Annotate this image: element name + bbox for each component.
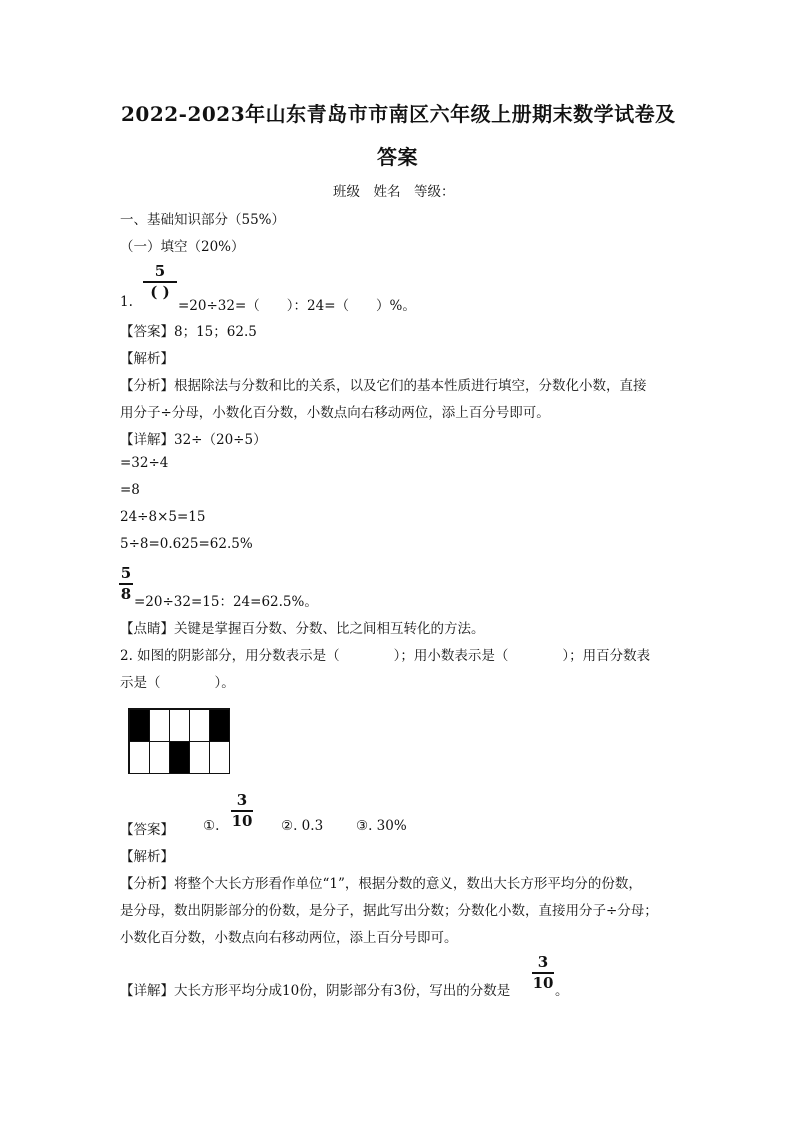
q1-result-text: =20÷32=15：24=62.5%。 xyxy=(134,594,318,610)
doc-title-line1: 2022-2023年山东青岛市市南区六年级上册期末数学试卷及 xyxy=(121,102,676,126)
q2-answer-frac-den: 10 xyxy=(231,811,253,830)
q1-detail-1: 【详解】32÷（20÷5） xyxy=(120,432,267,448)
grid-cell xyxy=(209,741,230,774)
q1-detail-3: =8 xyxy=(120,482,140,498)
q2-answer-label: 【答案】 xyxy=(120,822,174,838)
grid-cell xyxy=(189,741,210,774)
q1-question: =20÷32=（ ）：24=（ ）%。 xyxy=(178,298,416,314)
grid-cell xyxy=(149,709,170,742)
q2-analysis-1: 【分析】将整个大长方形看作单位“1”，根据分数的意义，数出大长方形平均分的份数， xyxy=(120,876,642,892)
q1-frac-den: ( ) xyxy=(150,282,170,301)
q1-jiexi: 【解析】 xyxy=(120,351,174,367)
q1-analysis-2: 用分子÷分母，小数化百分数，小数点向右移动两位，添上百分号即可。 xyxy=(120,405,550,421)
q2-detail-end: 。 xyxy=(555,983,569,999)
grid-cell-shaded xyxy=(129,709,150,742)
q2-answer-fraction xyxy=(231,793,253,829)
q2-analysis-2: 是分母，数出阴影部分的份数，是分子，据此写出分数；分数化小数，直接用分子÷分母； xyxy=(120,903,658,919)
q2-answer-frac-num: 3 xyxy=(236,791,248,809)
q1-detail-2: =32÷4 xyxy=(120,455,169,471)
grid-cell xyxy=(189,709,210,742)
grid-cell xyxy=(129,741,150,774)
q2-answer-2: ②. 0.3 xyxy=(281,818,324,834)
q2-detail-frac-den: 10 xyxy=(532,973,554,992)
subsection-heading: （一）填空（20%） xyxy=(120,239,245,255)
q1-dianjing: 【点睛】关键是掌握百分数、分数、比之间相互转化的方法。 xyxy=(120,621,485,637)
q2-jiexi: 【解析】 xyxy=(120,849,174,865)
q2-analysis-3: 小数化百分数，小数点向右移动两位，添上百分号即可。 xyxy=(120,930,458,946)
grid-cell xyxy=(149,741,170,774)
q1-answer: 【答案】8；15；62.5 xyxy=(120,324,257,340)
section-heading: 一、基础知识部分（55%） xyxy=(120,212,286,228)
q1-number: 1. xyxy=(120,294,133,310)
grid-cell xyxy=(169,709,190,742)
q2-answer-1: ①. xyxy=(203,818,220,834)
header-meta: 班级 姓名 等级： xyxy=(333,184,455,200)
q1-detail-4: 24÷8×5=15 xyxy=(120,509,206,525)
q1-detail-5: 5÷8=0.625=62.5% xyxy=(120,536,253,552)
q2-question-1: 2. 如图的阴影部分，用分数表示是（ ）；用小数表示是（ ）；用百分数表 xyxy=(120,648,651,664)
doc-title-line2: 答案 xyxy=(377,145,418,169)
grid-cell-shaded xyxy=(169,741,190,774)
q1-frac-num: 5 xyxy=(154,262,166,280)
q1-analysis-1: 【分析】根据除法与分数和比的关系，以及它们的基本性质进行填空，分数化小数，直接 xyxy=(120,378,647,394)
q2-detail: 【详解】大长方形平均分成10份，阴影部分有3份，写出的分数是 xyxy=(120,983,511,999)
q2-detail-fraction xyxy=(532,955,554,991)
q2-answer-3: ③. 30% xyxy=(356,818,407,834)
q1-fraction xyxy=(143,264,177,300)
q2-detail-frac-num: 3 xyxy=(537,953,549,971)
q1-result-num: 5 xyxy=(120,564,132,582)
q2-question-2: 示是（ ）。 xyxy=(120,675,235,691)
grid-cell-shaded xyxy=(209,709,230,742)
q1-result-fraction xyxy=(119,566,133,602)
q1-result-den: 8 xyxy=(120,584,132,603)
shaded-rectangle-figure xyxy=(128,708,230,774)
